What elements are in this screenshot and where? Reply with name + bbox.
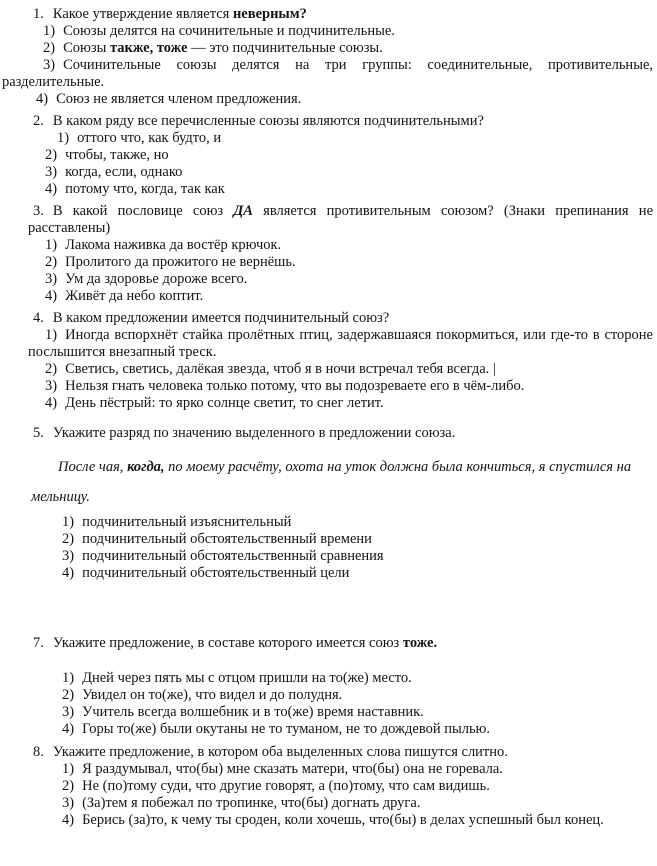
text-segment: Дней через пять мы с отцом пришли на то(же) место. xyxy=(82,670,412,686)
option-number: 4) xyxy=(62,812,75,828)
text-segment: подчинительный обстоятельственный сравнения xyxy=(82,548,384,564)
question-4 xyxy=(2,310,653,412)
option-number: 4) xyxy=(62,565,75,581)
text-segment: подчинительный обстоятельственный цели xyxy=(82,565,350,581)
question-8-number: 8. xyxy=(33,744,44,760)
text-segment: (За)тем я побежал по тропинке, что(бы) догнать друга. xyxy=(82,795,421,811)
option-text xyxy=(65,147,169,163)
text-segment: чтобы, также, но xyxy=(65,147,169,163)
option-text xyxy=(82,704,424,720)
option-text xyxy=(65,237,281,253)
question-2-title-text xyxy=(53,113,484,129)
option-text xyxy=(63,23,395,39)
option-text xyxy=(65,254,295,270)
text-segment: В какой пословице союз xyxy=(52,203,234,219)
question-7-option-3 xyxy=(62,704,653,721)
option-number: 3) xyxy=(62,704,75,720)
question-1-title-text xyxy=(53,6,307,22)
text-segment: День пёстрый: то ярко солнце светит, то снег летит. xyxy=(65,395,384,411)
option-number: 3) xyxy=(45,164,58,180)
question-1-option-1 xyxy=(43,23,653,40)
question-2-title xyxy=(33,113,653,130)
option-number: 2) xyxy=(62,531,75,547)
option-number: 2) xyxy=(45,361,58,377)
option-number: 3) xyxy=(43,57,56,73)
question-1-option-4 xyxy=(36,91,653,108)
question-3-option-2 xyxy=(45,254,653,271)
question-7 xyxy=(2,635,653,738)
option-number: 1) xyxy=(62,514,75,530)
option-text xyxy=(65,361,496,377)
question-1 xyxy=(2,6,653,108)
text-segment: Какое утверждение является xyxy=(52,6,233,22)
option-text xyxy=(65,271,247,287)
question-1-option-2 xyxy=(43,40,653,57)
text-segment: Светись, светись, далёкая звезда, чтоб я в ночи встречал тебя всегда. | xyxy=(65,361,496,377)
option-number: 1) xyxy=(62,761,75,777)
text-segment: тоже. xyxy=(402,635,438,651)
option-number: 1) xyxy=(62,670,75,686)
question-5-option-3 xyxy=(62,548,653,565)
question-5-option-1 xyxy=(62,514,653,531)
question-8-title-text xyxy=(53,744,508,760)
text-segment: Нельзя гнать человека только потому, что вы подозреваете его в чём-либо. xyxy=(65,378,525,394)
option-text xyxy=(82,548,384,564)
text-segment: Союз не является членом предложения. xyxy=(56,91,302,107)
text-segment: подчинительный изъяснительный xyxy=(82,514,292,530)
question-5-title-text xyxy=(53,425,455,441)
text-segment: Пролитого да прожитого не вернёшь. xyxy=(65,254,296,270)
option-number: 3) xyxy=(45,271,58,287)
option-text xyxy=(65,395,384,411)
question-3-title-text xyxy=(28,203,653,236)
question-5-option-4 xyxy=(62,565,653,582)
text-segment: также, тоже xyxy=(109,40,188,56)
question-4-title xyxy=(33,310,653,327)
question-2 xyxy=(2,113,653,198)
option-number: 2) xyxy=(62,778,75,794)
text-segment: когда, если, однако xyxy=(65,164,183,180)
option-text xyxy=(65,181,225,197)
question-3-option-3 xyxy=(45,271,653,288)
option-text xyxy=(82,687,342,703)
option-number: 1) xyxy=(45,237,58,253)
question-8-option-3 xyxy=(62,795,653,812)
text-segment: Иногда вспорхнёт стайка пролётных птиц, задержавшаяся покормиться, или где-то в стороне послышится внезапный треск. xyxy=(28,327,653,360)
option-number: 4) xyxy=(45,181,58,197)
question-7-title xyxy=(33,635,653,652)
text-segment: Укажите предложение, в составе которого имеется союз xyxy=(52,635,403,651)
question-1-title xyxy=(33,6,653,23)
text-segment: по моему расчёту, охота на уток должна была кончиться, я спустился на мельницу. xyxy=(31,459,632,505)
option-text xyxy=(82,721,490,737)
option-text xyxy=(82,778,490,794)
question-7-options xyxy=(2,670,653,738)
question-8 xyxy=(2,744,653,829)
question-7-title-text xyxy=(53,635,437,651)
question-2-number: 2. xyxy=(33,113,44,129)
question-3-title xyxy=(28,203,653,237)
text-segment: В каком ряду все перечисленные союзы являются подчинительными? xyxy=(52,113,484,129)
option-number: 3) xyxy=(62,548,75,564)
text-segment: Я раздумывал, что(бы) мне сказать матери, что(бы) она не горевала. xyxy=(82,761,503,777)
question-4-option-4 xyxy=(45,395,653,412)
option-number: 1) xyxy=(45,327,58,343)
question-2-option-2 xyxy=(45,147,653,164)
question-3-number: 3. xyxy=(33,203,44,219)
question-5 xyxy=(2,425,653,582)
option-number: 4) xyxy=(36,91,49,107)
question-5-option-2 xyxy=(62,531,653,548)
text-segment: Увидел он то(же), что видел и до полудня. xyxy=(82,687,343,703)
option-text xyxy=(82,795,420,811)
option-text xyxy=(65,288,203,304)
option-number: 2) xyxy=(43,40,56,56)
question-8-option-4 xyxy=(31,812,653,829)
option-text xyxy=(77,130,221,146)
option-text xyxy=(63,40,383,56)
text-segment: Союзы xyxy=(63,40,110,56)
option-text xyxy=(28,327,653,360)
option-text xyxy=(82,812,604,828)
option-text xyxy=(82,531,372,547)
text-segment: неверным? xyxy=(232,6,307,22)
question-4-title-text xyxy=(53,310,389,326)
option-number: 4) xyxy=(45,395,58,411)
question-7-option-4 xyxy=(62,721,653,738)
option-number: 2) xyxy=(45,147,58,163)
question-8-title xyxy=(33,744,653,761)
text-segment: Не (по)тому суди, что другие говорят, а (по)тому, что сам видишь. xyxy=(82,778,490,794)
question-4-option-2 xyxy=(45,361,653,378)
text-segment: Учитель всегда волшебник и в то(же) время наставник. xyxy=(82,704,424,720)
text-segment: — это подчинительные союзы. xyxy=(187,40,383,56)
option-number: 4) xyxy=(45,288,58,304)
question-2-option-1 xyxy=(57,130,653,147)
question-8-option-1 xyxy=(62,761,653,778)
text-segment: является противительным союзом? (Знаки препинания не расставлены) xyxy=(28,203,653,236)
question-3-option-4 xyxy=(45,288,653,305)
text-segment: подчинительный обстоятельственный времени xyxy=(82,531,372,547)
question-7-number: 7. xyxy=(33,635,44,651)
option-text xyxy=(82,514,291,530)
text-segment: когда, xyxy=(127,459,165,475)
text-segment: Союзы делятся на сочинительные и подчинительные. xyxy=(63,23,395,39)
option-number: 2) xyxy=(45,254,58,270)
text-segment: После чая, xyxy=(58,459,128,475)
text-segment: Укажите предложение, в котором оба выделенных слова пишутся слитно. xyxy=(52,744,508,760)
text-segment: Горы то(же) были окутаны не то туманом, не то дождевой пылью. xyxy=(82,721,491,737)
text-segment: Лакома наживка да востёр крючок. xyxy=(65,237,282,253)
question-4-option-3 xyxy=(45,378,653,395)
option-text xyxy=(2,57,653,90)
text-segment: оттого что, как будто, и xyxy=(77,130,222,146)
question-3 xyxy=(2,203,653,305)
option-number: 4) xyxy=(62,721,75,737)
text-segment: потому что, когда, так как xyxy=(65,181,225,197)
question-4-number: 4. xyxy=(33,310,44,326)
text-segment: Берись (за)то, к чему ты сроден, коли хочешь, что(бы) в делах успешный был конец. xyxy=(82,812,604,828)
option-number: 3) xyxy=(62,795,75,811)
text-segment: В каком предложении имеется подчинительный союз? xyxy=(52,310,390,326)
question-4-option-1 xyxy=(28,327,653,361)
question-7-option-1 xyxy=(62,670,653,687)
text-segment: Укажите разряд по значению выделенного в предложении союза. xyxy=(52,425,456,441)
option-text xyxy=(82,565,349,581)
text-segment: Сочинительные союзы делятся на три группы: соединительные, противительные, разделительные. xyxy=(2,57,653,90)
question-5-options xyxy=(2,514,653,582)
text-segment: ДА xyxy=(233,203,253,219)
question-5-title xyxy=(33,425,653,442)
option-text xyxy=(82,670,412,686)
question-7-option-2 xyxy=(62,687,653,704)
question-3-option-1 xyxy=(45,237,653,254)
question-5-number: 5. xyxy=(33,425,44,441)
question-1-option-3 xyxy=(2,57,653,91)
question-5-example-sentence xyxy=(31,452,653,512)
option-number: 2) xyxy=(62,687,75,703)
option-text xyxy=(65,164,182,180)
option-number: 1) xyxy=(57,130,70,146)
question-2-option-4 xyxy=(45,181,653,198)
question-2-option-3 xyxy=(45,164,653,181)
option-text xyxy=(65,378,524,394)
question-8-option-2 xyxy=(62,778,653,795)
text-segment: Живёт да небо коптит. xyxy=(65,288,204,304)
question-1-number: 1. xyxy=(33,6,44,22)
option-number: 3) xyxy=(45,378,58,394)
option-number: 1) xyxy=(43,23,56,39)
option-text xyxy=(56,91,301,107)
text-segment: Ум да здоровье дороже всего. xyxy=(65,271,248,287)
option-text xyxy=(82,761,503,777)
